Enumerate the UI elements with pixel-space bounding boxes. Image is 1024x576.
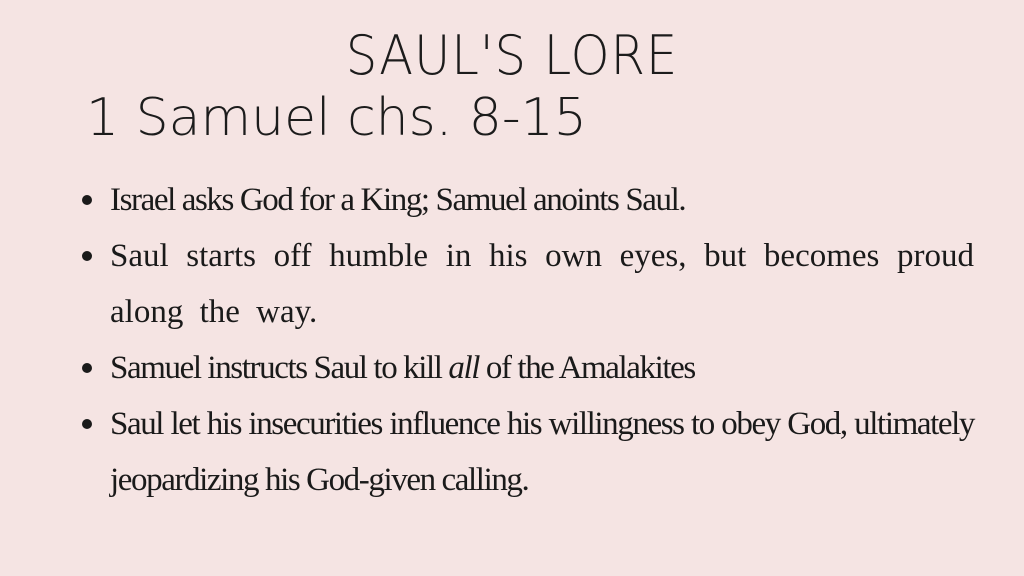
bullet-item bbox=[80, 172, 974, 228]
bullet-text-before: Samuel instructs Saul to kill bbox=[110, 350, 449, 386]
slide-subtitle: 1 Samuel chs. 8-15 bbox=[86, 88, 587, 148]
bullet-text: Saul starts off humble in his own eyes, but becomes proud along the way. bbox=[110, 238, 974, 330]
bullet-item bbox=[80, 340, 974, 396]
bullet-text-after: of the Amalakites bbox=[479, 350, 695, 386]
bullet-text-emphasis: all bbox=[448, 350, 480, 386]
bullet-dot-icon bbox=[82, 419, 92, 429]
bullet-list bbox=[80, 172, 974, 508]
bullet-text: Saul let his insecurities influence his willingness to obey God, ultimately jeopardizing his God-given calling. bbox=[110, 406, 974, 498]
bullet-item bbox=[80, 228, 974, 340]
bullet-item bbox=[80, 396, 974, 508]
bullet-dot-icon bbox=[82, 195, 92, 205]
bullet-dot-icon bbox=[82, 251, 92, 261]
bullet-dot-icon bbox=[82, 363, 92, 373]
bullet-text: Israel asks God for a King; Samuel anoints Saul. bbox=[110, 182, 686, 218]
slide-title: SAUL'S LORE bbox=[345, 24, 679, 87]
